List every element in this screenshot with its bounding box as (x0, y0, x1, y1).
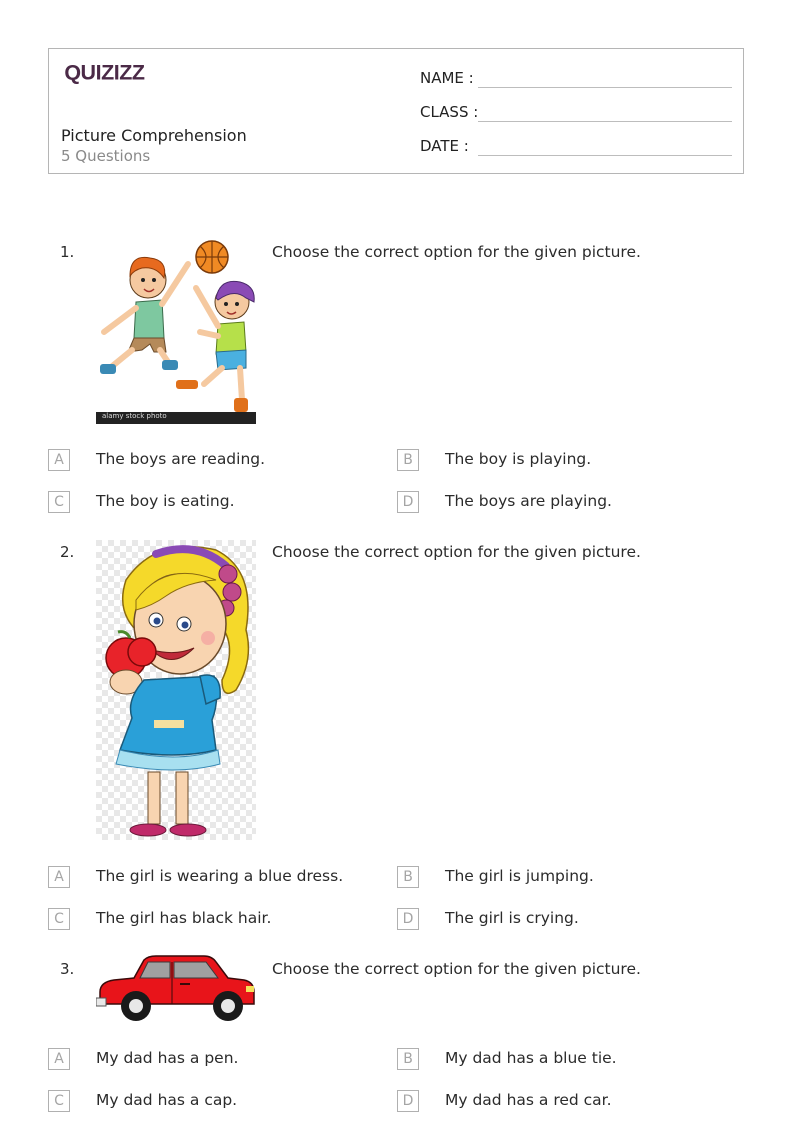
image-caption: alamy stock photo (102, 412, 167, 420)
class-line (478, 121, 732, 122)
date-line (478, 155, 732, 156)
red-car-image (96, 954, 256, 1024)
question-text: Choose the correct option for the given picture. (272, 543, 641, 561)
option-letter: B (397, 1048, 419, 1070)
option-text: The girl is crying. (445, 909, 579, 927)
question-text: Choose the correct option for the given picture. (272, 243, 641, 261)
question-count: 5 Questions (61, 147, 151, 165)
class-label: CLASS : (420, 103, 479, 121)
option-letter: A (48, 449, 70, 471)
option-text: The boys are playing. (445, 492, 612, 510)
option-text: The boys are reading. (96, 450, 266, 468)
option-letter: D (397, 491, 419, 513)
option-letter: B (397, 866, 419, 888)
option-text: My dad has a cap. (96, 1091, 238, 1109)
option-letter: C (48, 908, 70, 930)
option-text: The boy is playing. (445, 450, 592, 468)
option-letter: C (48, 491, 70, 513)
name-label: NAME : (420, 69, 474, 87)
option-text: The boy is eating. (96, 492, 235, 510)
worksheet-title: Picture Comprehension (61, 126, 247, 145)
option-text: The girl is wearing a blue dress. (96, 867, 344, 885)
option-letter: C (48, 1090, 70, 1112)
worksheet-header (48, 48, 744, 174)
option-text: My dad has a pen. (96, 1049, 239, 1067)
two-boys-playing-basketball-image (96, 240, 256, 424)
option-letter: B (397, 449, 419, 471)
quizizz-logo (61, 59, 161, 87)
girl-eating-apple-image (96, 540, 256, 840)
option-text: The girl has black hair. (96, 909, 272, 927)
option-text: The girl is jumping. (445, 867, 594, 885)
date-label: DATE : (420, 137, 469, 155)
svg-text:QUIZIZZ: QUIZIZZ (64, 60, 145, 85)
option-letter: D (397, 1090, 419, 1112)
question-number: 3. (60, 960, 75, 978)
question-number: 2. (60, 543, 75, 561)
question-number: 1. (60, 243, 75, 261)
option-letter: A (48, 866, 70, 888)
option-letter: D (397, 908, 419, 930)
option-text: My dad has a blue tie. (445, 1049, 617, 1067)
question-text: Choose the correct option for the given picture. (272, 960, 641, 978)
option-text: My dad has a red car. (445, 1091, 612, 1109)
name-line (478, 87, 732, 88)
option-letter: A (48, 1048, 70, 1070)
